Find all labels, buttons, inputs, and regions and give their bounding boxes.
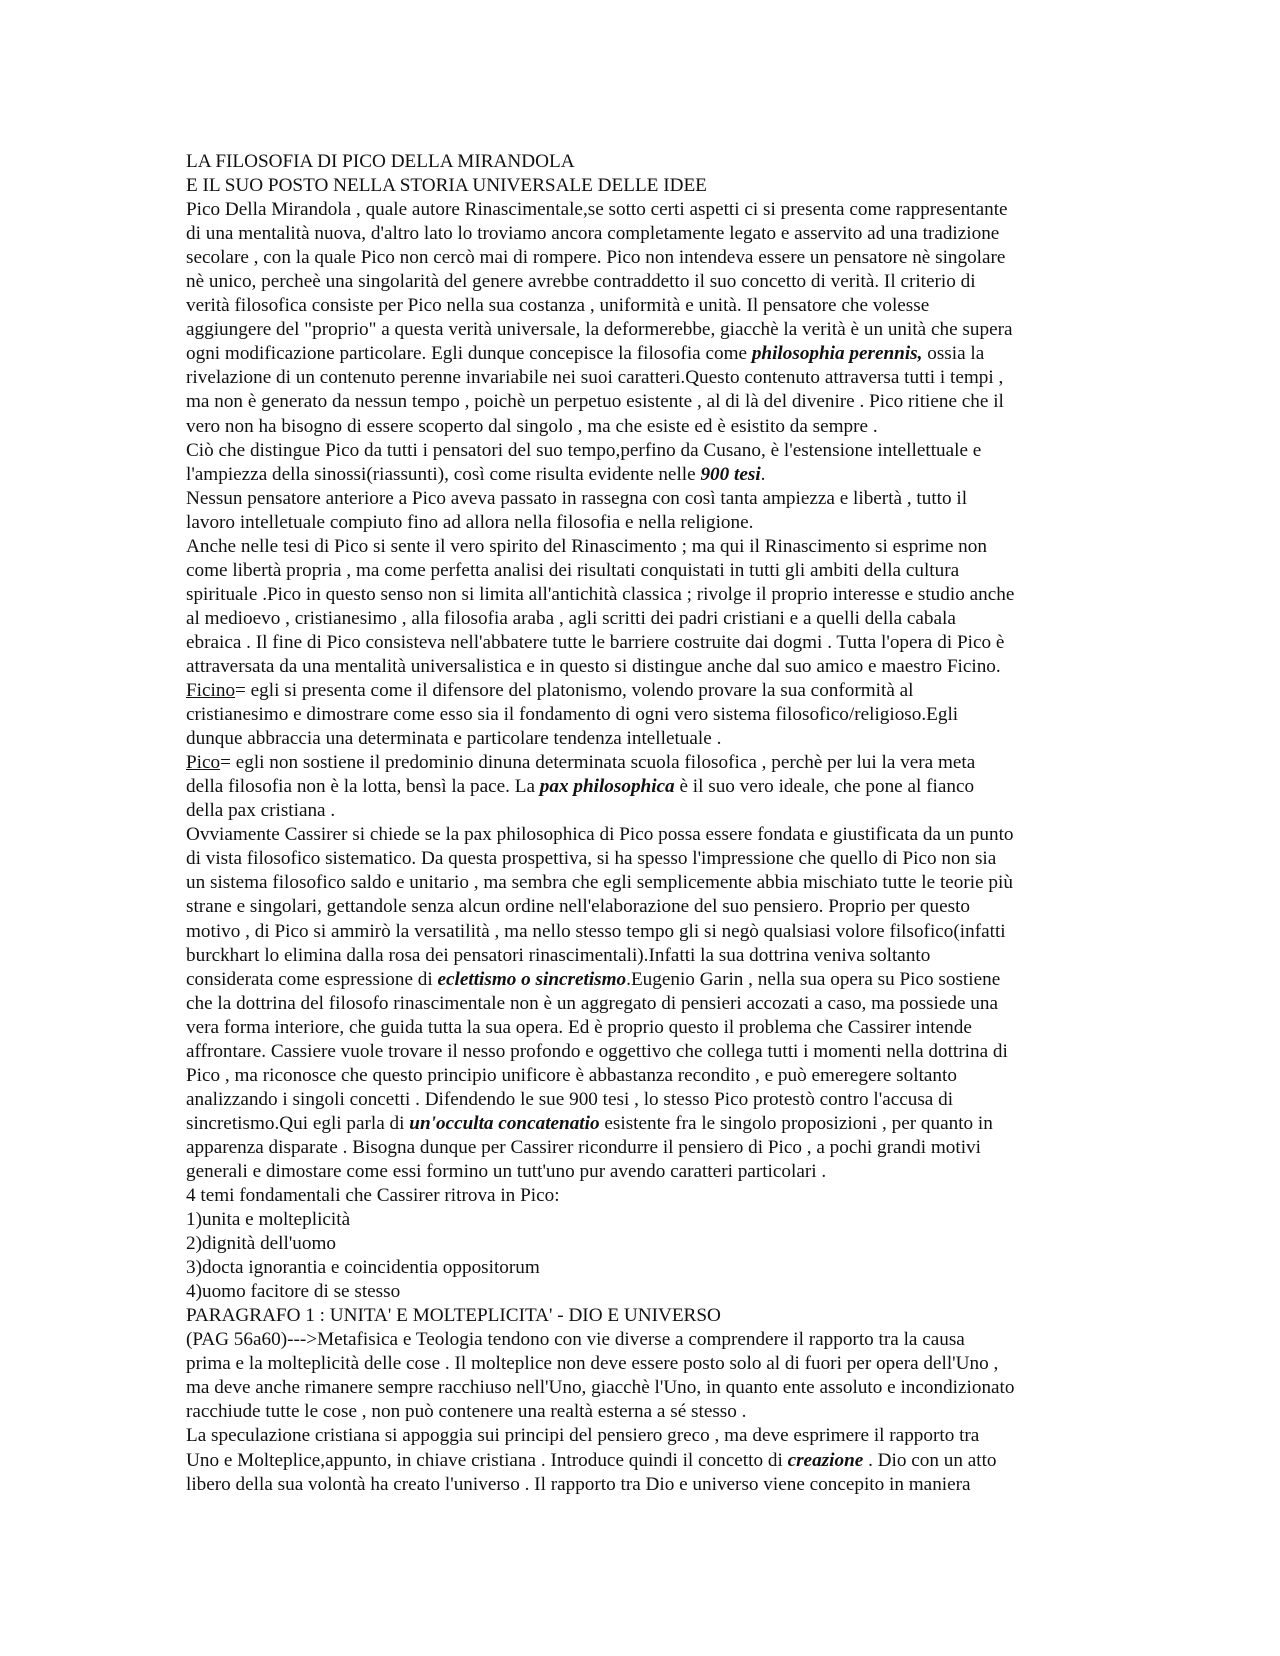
line-text: come libertà propria , ma come perfetta analisi dei risultati conquistati in tutti gli ambiti della cultura: [186, 559, 960, 581]
text-line: [186, 1136, 1086, 1160]
line-text: libero della sua volontà ha creato l'universo . Il rapporto tra Dio e universo viene concepito in maniera: [186, 1473, 971, 1495]
line-text-after: ossia la: [922, 343, 985, 365]
line-text: burckhart lo elimina dalla rosa dei pensatori rinascimentali).Infatti la sua dottrina veniva soltanto: [186, 944, 931, 966]
line-text: 3)docta ignorantia e coincidentia oppositorum: [186, 1257, 540, 1279]
line-text: spirituale .Pico in questo senso non si limita all'antichità classica ; rivolge il proprio interesse e studio anche: [186, 583, 1015, 605]
text-line: [186, 535, 1086, 559]
line-text: Ciò che distingue Pico da tutti i pensatori del suo tempo,perfino da Cusano, è l'estensione intellettuale e: [186, 439, 982, 461]
line-text: generali e dimostare come essi formino un tutt'uno pur avendo caratteri particolari .: [186, 1160, 827, 1182]
line-text-after: esistente fra le singolo proposizioni , per quanto in: [599, 1112, 993, 1134]
text-line: [186, 1184, 1086, 1208]
text-line: [186, 1256, 1086, 1280]
text-line: [186, 439, 1086, 463]
line-text: al medioevo , cristianesimo , alla filosofia araba , agli scritti dei padri cristiani e a quelli della cabala: [186, 607, 956, 629]
text-line: [186, 944, 1086, 968]
text-line: [186, 920, 1086, 944]
line-text: sincretismo.Qui egli parla di: [186, 1112, 410, 1134]
line-text: analizzando i singoli concetti . Difendendo le sue 900 tesi , lo stesso Pico protestò contro l'accusa di: [186, 1088, 954, 1110]
text-line: [186, 703, 1086, 727]
document-page: [186, 150, 1086, 1497]
line-text: 2)dignità dell'uomo: [186, 1233, 337, 1255]
document-title-line-1: LA FILOSOFIA DI PICO DELLA MIRANDOLA: [186, 151, 575, 172]
text-line: [186, 1304, 1086, 1328]
emphasized-term: 900 tesi: [700, 463, 761, 485]
line-text: (PAG 56a60)--->Metafisica e Teologia tendono con vie diverse a comprendere il rapporto tra la causa: [186, 1329, 965, 1351]
line-text-after: . Dio con un atto: [863, 1449, 997, 1471]
line-text: ma deve anche rimanere sempre racchiuso nell'Uno, giacchè l'Uno, in quanto ente assoluto e incondizionato: [186, 1377, 1015, 1399]
line-text-after: è il suo vero ideale, che pone al fianco: [674, 776, 975, 798]
line-text: verità filosofica consiste per Pico nella sua costanza , uniformità e unità. Il pensatore che volesse: [186, 295, 930, 317]
line-text: ogni modificazione particolare. Egli dunque concepisce la filosofia come: [186, 343, 752, 365]
text-line: [186, 1424, 1086, 1448]
text-line: [186, 992, 1086, 1016]
line-text: motivo , di Pico si ammirò la versatilità , ma nello stesso tempo gli si negò qualsiasi volore filsofico(infatti: [186, 920, 1006, 942]
line-text: della filosofia non è la lotta, bensì la pace. La: [186, 776, 540, 798]
underlined-term: Ficino: [186, 680, 236, 702]
line-text-after: .: [760, 463, 766, 485]
line-text: strane e singolari, gettandole senza alcun ordine nell'elaborazione del suo pensiero. Proprio per questo: [186, 896, 971, 918]
line-text: nè unico, percheè una singolarità del genere avrebbe contraddetto il suo concetto di verità. Il criterio di: [186, 271, 976, 293]
text-line: [186, 799, 1086, 823]
line-text: = egli si presenta come il difensore del platonismo, volendo provare la sua conformità al: [235, 680, 914, 702]
line-text: La speculazione cristiana si appoggia sui principi del pensiero greco , ma deve esprimere il rapporto tra: [186, 1425, 980, 1447]
text-line: [186, 463, 1086, 487]
line-text: ebraica . Il fine di Pico consisteva nell'abbatere tutte le barriere costruite dai dogmi . Tutta l'opera di Pico è: [186, 631, 1005, 653]
line-text: lavoro intelletuale compiuto fino ad allora nella filosofia e nella religione.: [186, 511, 754, 533]
text-line: [186, 1088, 1086, 1112]
text-line: [186, 1400, 1086, 1424]
line-text: Nessun pensatore anteriore a Pico aveva passato in rassegna con così tanta ampiezza e libertà , tutto il: [186, 487, 968, 509]
line-text: che la dottrina del filosofo rinascimentale non è un aggregato di pensieri accozati a caso, ma possiede una: [186, 992, 998, 1014]
line-text: 4)uomo facitore di se stesso: [186, 1281, 401, 1303]
text-line: [186, 1280, 1086, 1304]
line-text: 4 temi fondamentali che Cassirer ritrova in Pico:: [186, 1185, 560, 1207]
line-text: dunque abbraccia una determinata e particolare tendenza intelletuale .: [186, 728, 722, 750]
line-text: Pico , ma riconosce che questo principio unificore è abbastanza recondito , e può emeregere soltanto: [186, 1064, 957, 1086]
text-line: [186, 318, 1086, 342]
line-text: un sistema filosofico saldo e unitario , ma sembra che egli semplicemente abbia mischiato tutte le teorie più: [186, 872, 1013, 894]
line-text: Pico Della Mirandola , quale autore Rinascimentale,se sotto certi aspetti ci si presenta come rappresentante: [186, 199, 1008, 221]
text-line: [186, 679, 1086, 703]
line-text: Uno e Molteplice,appunto, in chiave cristiana . Introduce quindi il concetto di: [186, 1449, 788, 1471]
line-text: aggiungere del "proprio" a questa verità universale, la deformerebbe, giacchè la verità è un unità che supera: [186, 319, 1013, 341]
text-line: [186, 511, 1086, 535]
text-line: [186, 1112, 1086, 1136]
text-line: [186, 607, 1086, 631]
text-line: [186, 487, 1086, 511]
text-line: [186, 1040, 1086, 1064]
line-text: = egli non sostiene il predominio dinuna determinata scuola filosofica , perchè per lui la vera meta: [220, 752, 976, 774]
line-text: della pax cristiana .: [186, 800, 336, 822]
text-line: [186, 366, 1086, 390]
text-line: [186, 1064, 1086, 1088]
line-text: prima e la molteplicità delle cose . Il molteplice non deve essere posto solo al di fuori per opera dell'Uno ,: [186, 1353, 999, 1375]
emphasized-term: pax philosophica: [539, 776, 675, 798]
text-line: [186, 1328, 1086, 1352]
line-text: ma non è generato da nessun tempo , poichè un perpetuo esistente , al di là del divenire . Pico ritiene che il: [186, 391, 1004, 413]
document-body: [186, 198, 1086, 1497]
text-line: [186, 775, 1086, 799]
line-text: l'ampiezza della sinossi(riassunti), così come risulta evidente nelle: [186, 463, 701, 485]
text-line: [186, 1160, 1086, 1184]
line-text: apparenza disparate . Bisogna dunque per Cassirer ricondurre il pensiero di Pico , a pochi grandi motivi: [186, 1136, 981, 1158]
text-line: [186, 895, 1086, 919]
text-line: [186, 559, 1086, 583]
line-text: rivelazione di un contenuto perenne invariabile nei suoi caratteri.Questo contenuto attraversa tutti i tempi ,: [186, 367, 1004, 389]
text-line: [186, 342, 1086, 366]
text-line: [186, 1232, 1086, 1256]
text-line: [186, 1449, 1086, 1473]
line-text: di vista filosofico sistematico. Da questa prospettiva, si ha spesso l'impressione che quello di Pico non sia: [186, 848, 997, 870]
text-line: [186, 294, 1086, 318]
line-text: attraversata da una mentalità universalistica e in questo si distingue anche dal suo amico e maestro Ficino.: [186, 655, 1001, 677]
emphasized-term: un'occulta concatenatio: [409, 1112, 600, 1134]
text-line: [186, 727, 1086, 751]
line-text: considerata come espressione di: [186, 968, 438, 990]
text-line: [186, 246, 1086, 270]
document-title-line-2: E IL SUO POSTO NELLA STORIA UNIVERSALE DELLE IDEE: [186, 175, 707, 197]
line-text: PARAGRAFO 1 : UNITA' E MOLTEPLICITA' - DIO E UNIVERSO: [186, 1305, 721, 1327]
text-line: [186, 655, 1086, 679]
text-line: [186, 1376, 1086, 1400]
line-text: vera forma interiore, che guida tutta la sua opera. Ed è proprio questo il problema che Cassirer intende: [186, 1016, 972, 1038]
line-text: di una mentalità nuova, d'altro lato lo troviamo ancora completamente legato e asservito ad una tradizione: [186, 223, 1000, 245]
text-line: [186, 1352, 1086, 1376]
text-line: [186, 198, 1086, 222]
text-line: [186, 1473, 1086, 1497]
text-line: [186, 823, 1086, 847]
text-line: [186, 1208, 1086, 1232]
text-line: [186, 270, 1086, 294]
text-line: [186, 583, 1086, 607]
line-text: secolare , con la quale Pico non cercò mai di rompere. Pico non intendeva essere un pensatore nè singolare: [186, 247, 1006, 269]
text-line: [186, 390, 1086, 414]
line-text: Ovviamente Cassirer si chiede se la pax philosophica di Pico possa essere fondata e giustificata da un punto: [186, 824, 1014, 846]
line-text: vero non ha bisogno di essere scoperto dal singolo , ma che esiste ed è esistito da sempre .: [186, 415, 878, 437]
text-line: [186, 631, 1086, 655]
text-line: [186, 847, 1086, 871]
text-line: [186, 968, 1086, 992]
text-line: [186, 415, 1086, 439]
text-line: [186, 751, 1086, 775]
line-text: cristianesimo e dimostrare come esso sia il fondamento di ogni vero sistema filosofico/religioso.Egli: [186, 704, 959, 726]
emphasized-term: philosophia perennis,: [751, 343, 923, 365]
line-text: affrontare. Cassiere vuole trovare il nesso profondo e oggettivo che collega tutti i momenti nella dottrina di: [186, 1040, 1008, 1062]
line-text: 1)unita e molteplicità: [186, 1209, 351, 1231]
underlined-term: Pico: [186, 752, 221, 774]
line-text-after: .Eugenio Garin , nella sua opera su Pico sostiene: [626, 968, 1001, 990]
emphasized-term: eclettismo o sincretismo: [437, 968, 627, 990]
text-line: [186, 222, 1086, 246]
line-text: Anche nelle tesi di Pico si sente il vero spirito del Rinascimento ; ma qui il Rinascimento si esprime non: [186, 535, 987, 557]
emphasized-term: creazione: [787, 1449, 864, 1471]
text-line: [186, 1016, 1086, 1040]
text-line: [186, 871, 1086, 895]
line-text: racchiude tutte le cose , non può contenere una realtà esterna a sé stesso .: [186, 1401, 747, 1423]
